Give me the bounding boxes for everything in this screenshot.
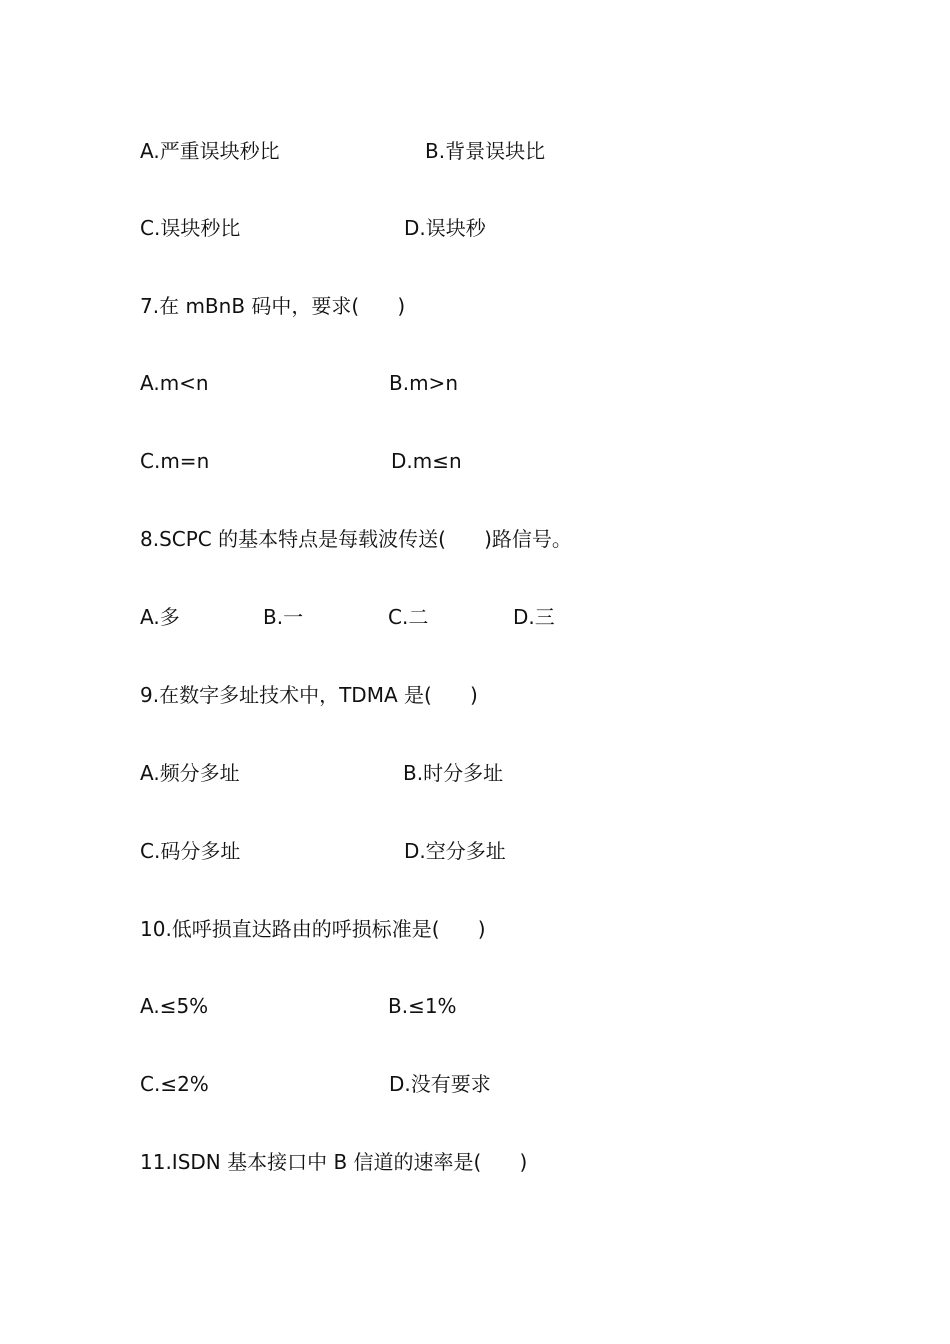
option-a: A.≤5% <box>140 994 209 1018</box>
option-c: C.二 <box>388 605 429 629</box>
option-d: D.误块秒 <box>404 216 486 240</box>
option-b: B.m>n <box>389 371 458 395</box>
option-c: C.误块秒比 <box>140 216 241 240</box>
option-b: B.≤1% <box>388 994 457 1018</box>
option-b: B.背景误块比 <box>425 139 546 163</box>
option-b: B.一 <box>263 605 304 629</box>
option-a: A.m<n <box>140 371 209 395</box>
option-d: D.三 <box>513 605 555 629</box>
question-7: 7.在 mBnB 码中，要求( ) <box>140 294 406 318</box>
question-10: 10.低呼损直达路由的呼损标准是( ) <box>140 917 486 941</box>
question-8: 8.SCPC 的基本特点是每载波传送( )路信号。 <box>140 527 572 551</box>
option-c: C.≤2% <box>140 1072 209 1096</box>
option-a: A.严重误块秒比 <box>140 139 280 163</box>
question-9: 9.在数字多址技术中，TDMA 是( ) <box>140 683 478 707</box>
option-a: A.多 <box>140 605 180 629</box>
option-a: A.频分多址 <box>140 761 240 785</box>
option-b: B.时分多址 <box>403 761 504 785</box>
option-d: D.没有要求 <box>389 1072 491 1096</box>
option-d: D.空分多址 <box>404 839 506 863</box>
question-11: 11.ISDN 基本接口中 B 信道的速率是( ) <box>140 1150 528 1174</box>
option-d: D.m≤n <box>391 449 462 473</box>
option-c: C.m=n <box>140 449 210 473</box>
option-c: C.码分多址 <box>140 839 241 863</box>
